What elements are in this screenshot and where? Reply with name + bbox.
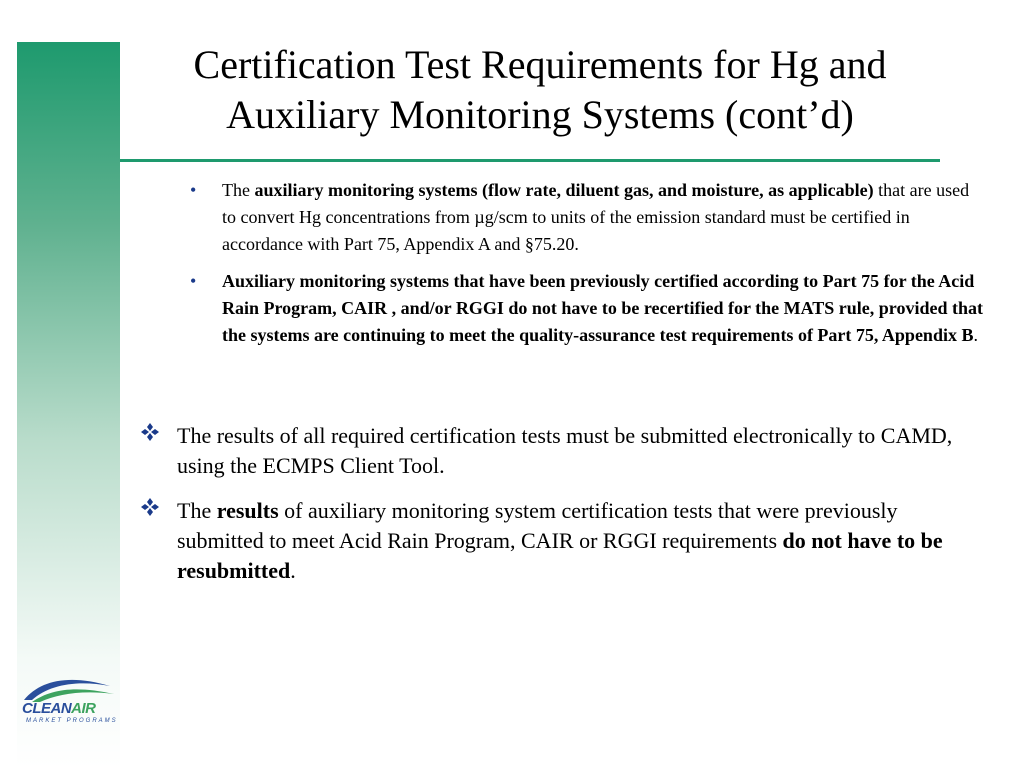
title-line-2: Auxiliary Monitoring Systems (cont’d) (226, 92, 854, 137)
bullet-text: The results of all required certification tests must be submitted electronically to CAMD, using the ECMPS Client Tool. (177, 423, 953, 478)
logo-wordmark (22, 700, 96, 717)
bullet-dot-icon: • (190, 271, 197, 291)
logo-clean-text: CLEAN (22, 700, 72, 717)
bullet-bold-text: do not have to be resubmitted (177, 528, 943, 583)
sub-bullet-list (190, 177, 985, 359)
sub-bullet-item (190, 177, 985, 258)
bullet-text: . (973, 325, 978, 345)
logo-subtitle: MARKET PROGRAMS (26, 718, 118, 724)
sub-bullet-item (190, 268, 985, 349)
bullet-bold-text: results (216, 498, 279, 523)
bullet-text: . (290, 558, 296, 583)
bullet-bold-text: Auxiliary monitoring systems that have been previously certified according to Part 75 for the Acid Rain Program, CAIR , and/or RGGI do not have to be recertified for the MATS rule, provided that the systems are continuing to meet the quality-assurance test requirements of Part 75, Appendix B (222, 271, 983, 345)
bullet-intro: The (222, 180, 255, 200)
main-bullet-item (140, 421, 980, 481)
title-divider (120, 159, 940, 162)
logo-air-text: AIR (71, 700, 96, 717)
diamond-bullet-icon (140, 497, 160, 517)
bullet-bold-text: auxiliary monitoring systems (flow rate, diluent gas, and moisture, as applicable) (254, 180, 874, 200)
bullet-text: of auxiliary monitoring system certification tests that were previously submitted to meet Acid Rain Program, CAIR or RGGI requirements (177, 498, 898, 553)
side-gradient-bar (17, 42, 120, 768)
main-bullet-list (140, 421, 980, 601)
title-line-1: Certification Test Requirements for Hg and (193, 42, 887, 87)
slide-title (140, 40, 940, 140)
bullet-text: that are used to convert Hg concentrations from µg/scm to units of the emission standard must be certified in accordance with Part 75, Appendix A and §75.20. (222, 180, 970, 254)
bullet-dot-icon: • (190, 180, 197, 200)
main-bullet-item (140, 496, 980, 586)
clean-air-logo (18, 672, 118, 728)
diamond-bullet-icon (140, 422, 160, 442)
bullet-intro: The (177, 498, 217, 523)
